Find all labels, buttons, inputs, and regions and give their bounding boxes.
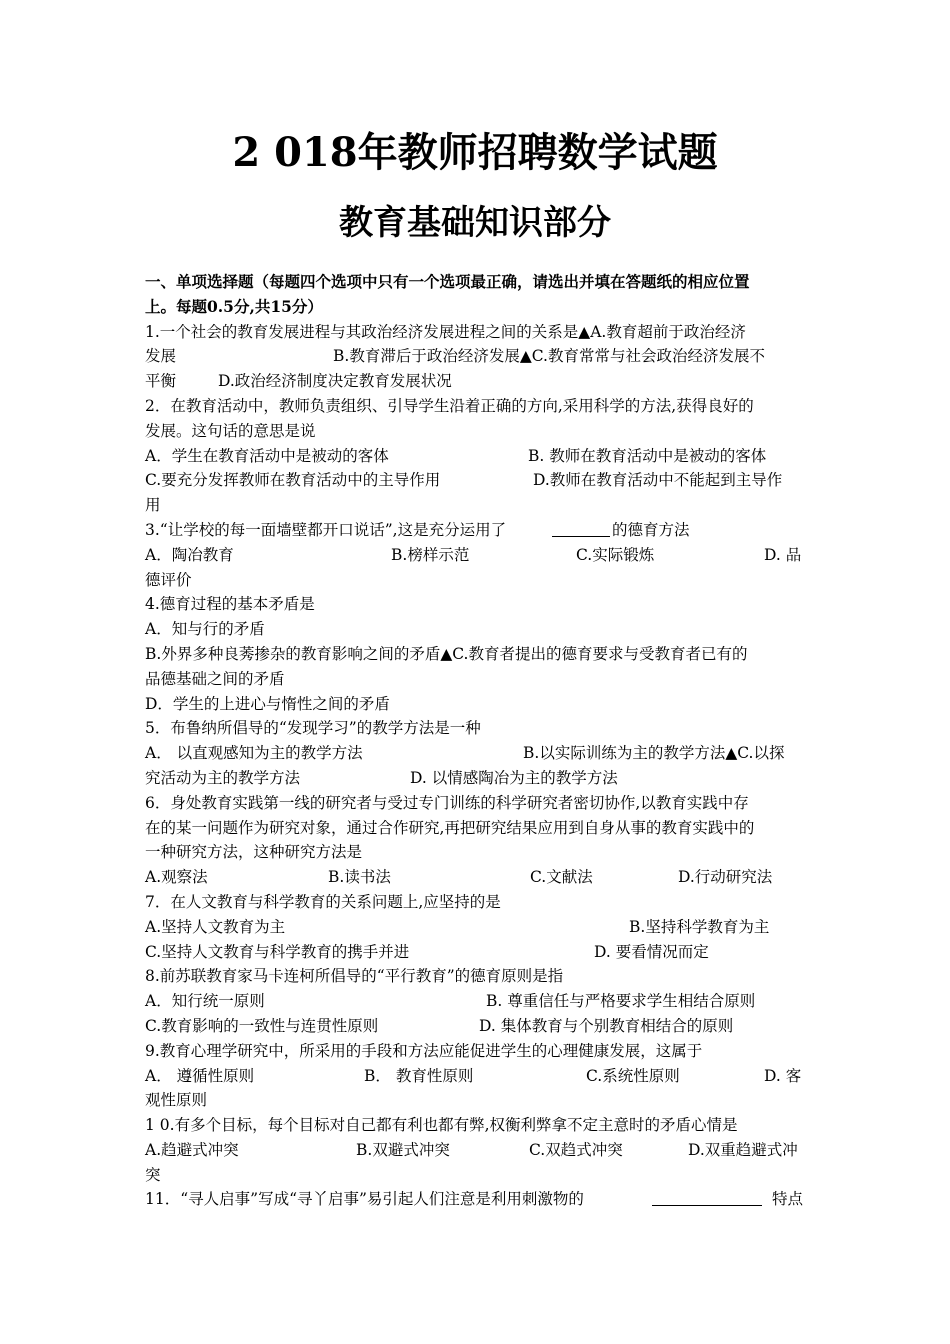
question-6: 6．身处教育实践第一线的研究者与受过专门训练的科学研究者密切协作,以教育实践中存 xyxy=(145,793,749,812)
question-6-line2: 在的某一问题作为研究对象，通过合作研究,再把研究结果应用到自身从事的教育实践中的 xyxy=(145,818,755,837)
question-10: 1 0.有多个目标，每个目标对自己都有利也都有弊,权衡利弊拿不定主意时的矛盾心情是 xyxy=(145,1116,738,1135)
question-11: 11．“寻人启事”写成“寻丫启事”易引起人们注意是利用刺激物的 特点 xyxy=(145,1187,810,1212)
question-9-options: A． 遵循性原则 B． 教育性原则 C.系统性原则 D. 客 xyxy=(145,1066,802,1085)
question-10-options: A.趋避式冲突 B.双避式冲突 C.双趋式冲突 D.双重趋避式冲 xyxy=(145,1140,798,1159)
question-9-cont: 观性原则 xyxy=(145,1091,208,1110)
question-body xyxy=(145,270,810,1212)
question-2: 2．在教育活动中，教师负责组织、引导学生沿着正确的方向,采用科学的方法,获得良好的 xyxy=(145,396,754,415)
question-8-options-cd: C.教育影响的一致性与连贯性原则 D. 集体教育与个别教育相结合的原则 xyxy=(145,1016,734,1035)
question-1-line2: 发展 B.教育滞后于政治经济发展▲C.教育常常与社会政治经济发展不 xyxy=(145,347,765,366)
question-3-cont: 德评价 xyxy=(145,570,192,589)
question-6-line3: 一种研究方法，这种研究方法是 xyxy=(145,843,363,862)
question-4-option-d: D．学生的上进心与惰性之间的矛盾 xyxy=(145,694,390,713)
question-3-options: A．陶冶教育 B.榜样示范 C.实际锻炼 D. 品 xyxy=(145,545,802,564)
question-10-cont: 突 xyxy=(145,1165,161,1184)
question-9: 9.教育心理学研究中，所采用的手段和方法应能促进学生的心理健康发展，这属于 xyxy=(145,1041,703,1060)
question-3: 3.“让学校的每一面墙壁都开口说话”,这是充分运用了 的德育方法 xyxy=(145,518,810,543)
section-heading: 一、单项选择题（每题四个选项中只有一个选项最正确，请选出并填在答题纸的相应位置 xyxy=(145,272,750,291)
question-4-option-a: A．知与行的矛盾 xyxy=(145,620,265,639)
question-4-cont: 品德基础之间的矛盾 xyxy=(145,669,285,688)
question-2-line2: 发展。这句话的意思是说 xyxy=(145,421,316,440)
question-2-options-cd: C.要充分发挥教师在教育活动中的主导作用 D.教师在教育活动中不能起到主导作 xyxy=(145,471,783,490)
question-7-options-ab: A.坚持人文教育为主 B.坚持科学教育为主 xyxy=(145,917,770,936)
document-title: 2 018年教师招聘数学试题 xyxy=(232,129,718,176)
question-8: 8.前苏联教育家马卡连柯所倡导的“平行教育”的德育原则是指 xyxy=(145,967,564,986)
question-1: 1.一个社会的教育发展进程与其政治经济发展进程之间的关系是▲A.教育超前于政治经济 xyxy=(145,322,746,341)
question-5: 5．布鲁纳所倡导的“发现学习”的教学方法是一种 xyxy=(145,719,481,738)
question-6-options: A.观察法 B.读书法 C.文献法 D.行动研究法 xyxy=(145,868,773,887)
section-heading-cont: 上。每题0.5分,共15分） xyxy=(145,296,323,316)
question-1-line3: 平衡 D.政治经济制度决定教育发展状况 xyxy=(145,372,452,391)
question-7-options-cd: C.坚持人文教育与科学教育的携手并进 D. 要看情况而定 xyxy=(145,942,709,961)
question-4-option-bc: B.外界多种良莠掺杂的教育影响之间的矛盾▲C.教育者提出的德育要求与受教育者已有的 xyxy=(145,644,748,663)
document-subtitle: 教育基础知识部分 xyxy=(339,203,611,243)
answer-blank xyxy=(552,518,610,537)
question-7: 7．在人文教育与科学教育的关系问题上,应坚持的是 xyxy=(145,892,501,911)
answer-blank xyxy=(652,1187,762,1206)
question-4: 4.德育过程的基本矛盾是 xyxy=(145,595,315,614)
question-5-options-cd: 究活动为主的教学方法 D. 以情感陶冶为主的教学方法 xyxy=(145,768,618,787)
question-8-options-ab: A．知行统一原则 B. 尊重信任与严格要求学生相结合原则 xyxy=(145,992,756,1011)
question-2-options-ab: A．学生在教育活动中是被动的客体 B. 教师在教育活动中是被动的客体 xyxy=(145,446,767,465)
question-5-options-ab: A． 以直观感知为主的教学方法 B.以实际训练为主的教学方法▲C.以探 xyxy=(145,744,785,763)
question-2-cont: 用 xyxy=(145,496,161,515)
